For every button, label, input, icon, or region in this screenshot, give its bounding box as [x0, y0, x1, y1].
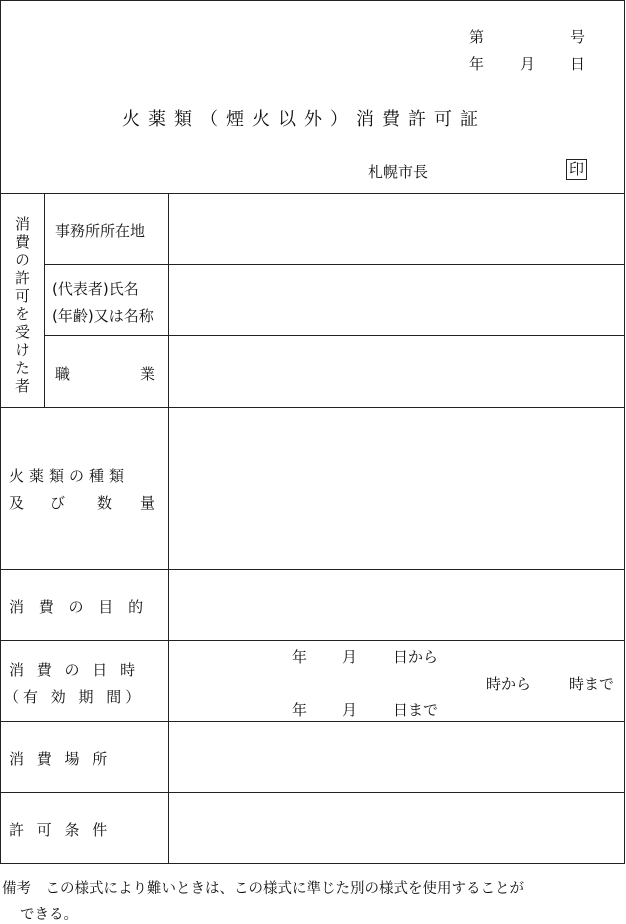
divider-group-label: [44, 193, 45, 407]
period-label-line1: 消 費 の 日 時: [9, 661, 140, 679]
seal-mark: 印: [566, 159, 587, 180]
date-year: 年: [469, 55, 485, 73]
divider-label-column: [168, 193, 169, 864]
purpose-label: 消 費 の 目 的: [9, 598, 149, 616]
explosives-label-line1: 火薬類の種類: [9, 467, 130, 485]
divider-purpose: [0, 640, 625, 641]
divider-permittee: [0, 407, 625, 408]
number-prefix: 第: [469, 28, 485, 46]
name-label-line1: (代表者)氏名: [52, 280, 139, 298]
period-to-year: 年: [292, 701, 308, 719]
occupation-label-1: 職: [55, 365, 71, 383]
occupation-label-2: 業: [140, 365, 156, 383]
document-title: 火薬類（煙火以外）消費許可証: [122, 109, 486, 130]
divider-explosives: [0, 569, 625, 570]
period-time-to: 時まで: [569, 675, 615, 693]
name-label-line2: (年齢)又は名称: [52, 307, 154, 325]
period-to-day: 日まで: [393, 701, 439, 719]
period-label-line2: （有 効 期 間）: [4, 688, 145, 706]
divider-address: [44, 264, 625, 265]
divider-header: [0, 193, 625, 194]
issuer-name: 札幌市長: [368, 163, 429, 181]
conditions-label: 許 可 条 件: [9, 821, 112, 839]
location-label: 消 費 場 所: [9, 750, 112, 768]
period-from-day: 日から: [393, 648, 439, 666]
date-day: 日: [570, 55, 586, 73]
period-from-month: 月: [342, 648, 358, 666]
note-line1: 備考 この様式により難いときは、この様式に準じた別の様式を使用することが: [2, 881, 524, 897]
divider-period: [0, 721, 625, 722]
explosives-label-bi: び: [50, 494, 66, 512]
period-time-from: 時から: [486, 675, 532, 693]
period-from-year: 年: [292, 648, 308, 666]
divider-name: [44, 335, 625, 336]
period-to-month: 月: [342, 701, 358, 719]
permittee-group-label: 消費の許可を受けた者: [13, 216, 31, 396]
explosives-label-su: 数: [97, 494, 113, 512]
number-suffix: 号: [570, 28, 586, 46]
explosives-label-ryo: 量: [140, 494, 156, 512]
divider-location: [0, 792, 625, 793]
office-address-label: 事務所所在地: [55, 222, 146, 240]
explosives-label-and: 及: [9, 494, 25, 512]
date-month: 月: [520, 55, 536, 73]
note-line2: できる。: [20, 907, 78, 923]
